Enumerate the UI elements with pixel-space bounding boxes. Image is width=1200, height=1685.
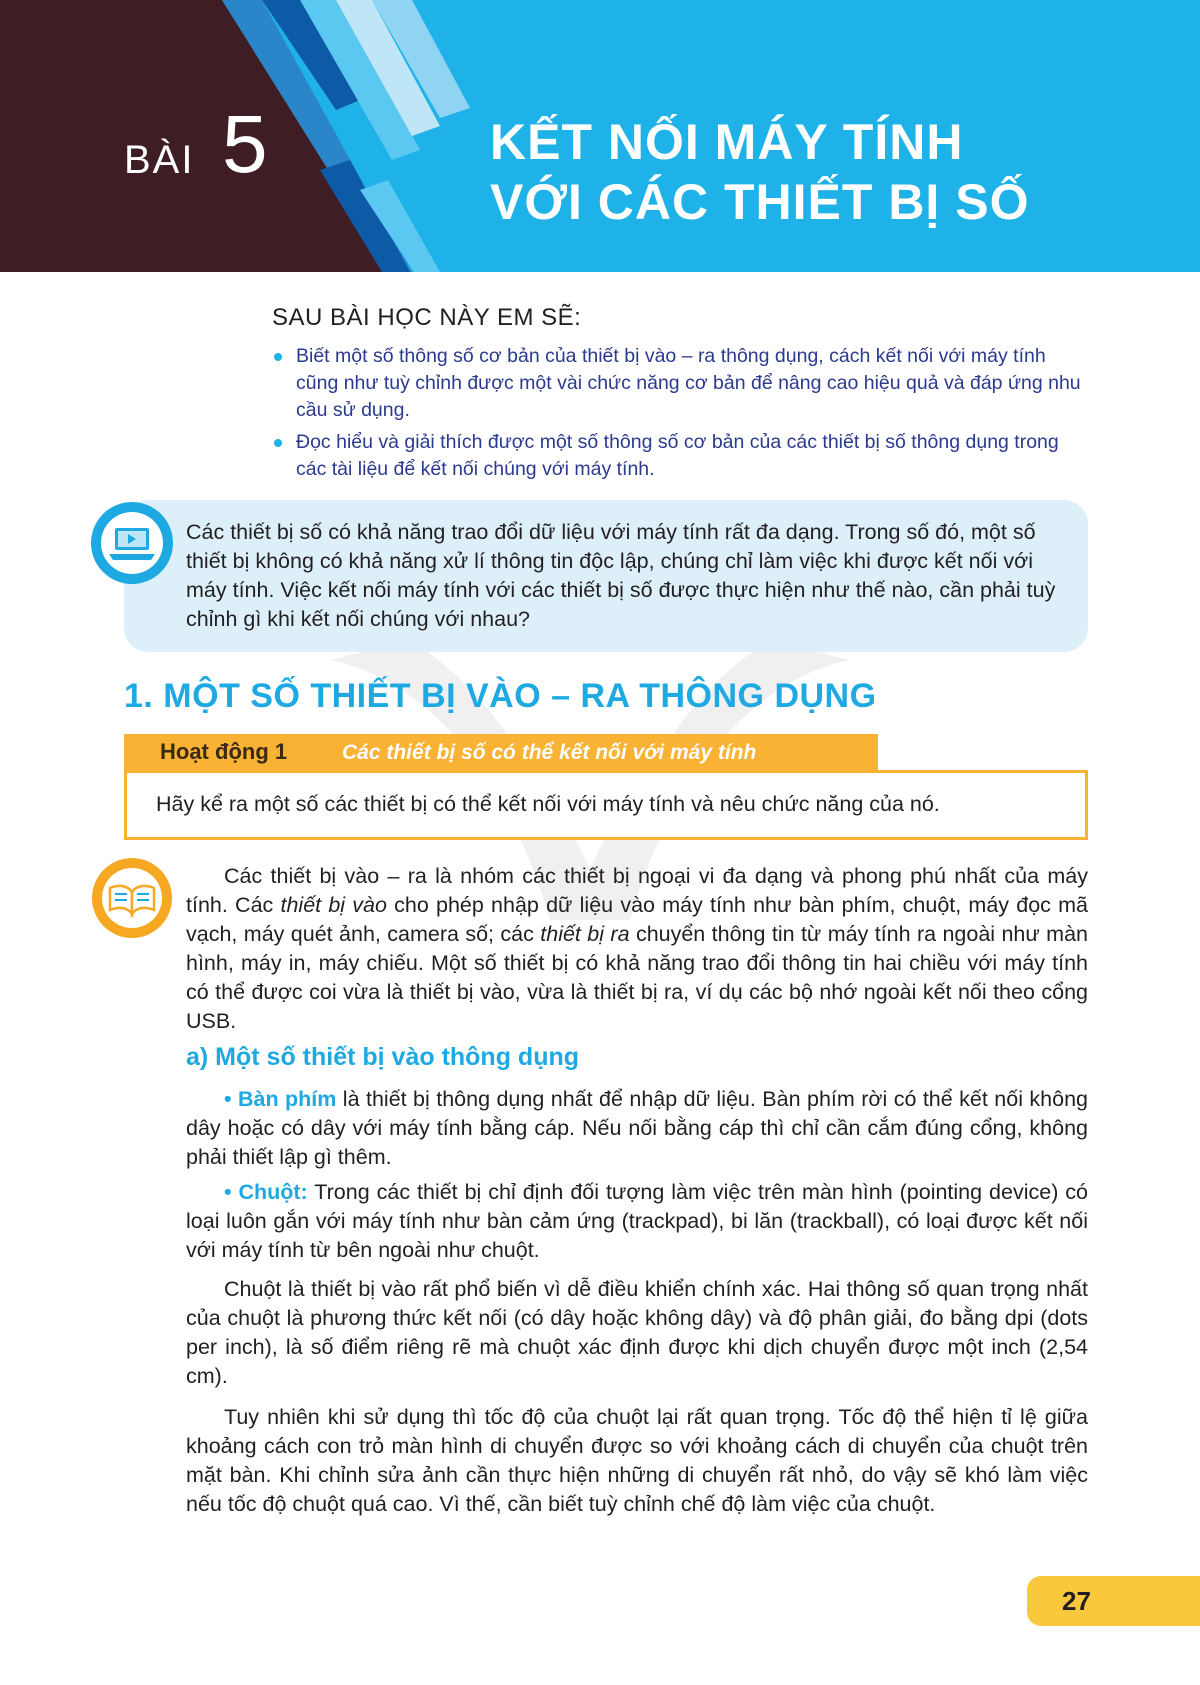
term-input-devices: thiết bị vào <box>280 893 387 917</box>
mouse-speed-paragraph: Tuy nhiên khi sử dụng thì tốc độ của chuột lại rất quan trọng. Tốc độ thể hiện tỉ lệ giữa khoảng cách con trỏ màn hình di chuyển được so với khoảng cách di chuyển của chuột trên mặt bàn. Khi chỉnh sửa ảnh cần thực hiện những di chuyển rất nhỏ, do vậy sẽ khó làm việc nếu tốc độ chuột quá cao. Vì thế, cần biết tuỳ chỉnh chế độ làm việc của chuột. <box>186 1405 1088 1516</box>
page-number-tab <box>1027 1576 1200 1626</box>
open-book-icon <box>92 858 172 938</box>
lesson-label: BÀI <box>124 138 195 182</box>
lesson-title-line2: VỚI CÁC THIẾT BỊ SỐ <box>490 174 1030 230</box>
objectives-heading: SAU BÀI HỌC NÀY EM SẼ: <box>272 304 582 331</box>
keyboard-paragraph: • Bàn phím là thiết bị thông dụng nhất để nhập dữ liệu. Bàn phím rời có thể kết nối không dây hoặc có dây với máy tính bằng cáp. Nếu nối bằng cáp thì chỉ cần cắm đúng cổng, không phải thiết lập gì thêm. <box>186 1087 1088 1169</box>
lesson-title <box>490 112 1029 232</box>
objective-item: Đọc hiểu và giải thích được một số thông số cơ bản của các thiết bị số thông dụng trong các tài liệu để kết nối chúng với máy tính. <box>272 429 1092 483</box>
objectives-list <box>272 343 1092 488</box>
intro-paragraph: Các thiết bị vào – ra là nhóm các thiết bị ngoại vi đa dạng và phong phú nhất của máy tính. Các thiết bị vào cho phép nhập dữ liệu vào máy tính như bàn phím, chuột, máy đọc mã vạch, máy quét ảnh, camera số; các thiết bị ra chuyển thông tin từ máy tính ra ngoài như màn hình, máy in, máy chiếu. Một số thiết bị có khả năng trao đổi thông tin hai chiều với máy tính có thể được coi vừa là thiết bị vào, vừa là thiết bị ra, ví dụ các bộ nhớ ngoài kết nối theo cổng USB. <box>186 864 1088 1033</box>
section-title: 1. MỘT SỐ THIẾT BỊ VÀO – RA THÔNG DỤNG <box>124 677 877 715</box>
activity-subtitle: Các thiết bị số có thể kết nối với máy tính <box>342 741 757 764</box>
laptop-icon <box>91 502 173 584</box>
intro-text: Các thiết bị số có khả năng trao đổi dữ liệu với máy tính rất đa dạng. Trong số đó, một số thiết bị không có khả năng xử lí thông tin độc lập, chúng chỉ làm việc khi được kết nối với máy tính. Việc kết nối máy tính với các thiết bị số được thực hiện như thế nào, cần phải tuỳ chỉnh gì khi kết nối chúng với nhau? <box>186 520 1056 631</box>
lesson-number: 5 <box>222 99 268 190</box>
objective-item: Biết một số thông số cơ bản của thiết bị vào – ra thông dụng, cách kết nối với máy tính cũng như tuỳ chỉnh được một vài chức năng cơ bản để nâng cao hiệu quả và đáp ứng nhu cầu sử dụng. <box>272 343 1092 424</box>
mouse-parameters-paragraph: Chuột là thiết bị vào rất phổ biến vì dễ điều khiển chính xác. Hai thông số quan trọng nhất của chuột là phương thức kết nối (có dây hoặc không dây) và độ phân giải, đo bằng dpi (dots per inch), là số điểm riêng rẽ mà chuột xác định được khi dịch chuyển được một inch (2,54 cm). <box>186 1277 1088 1388</box>
term-output-devices: thiết bị ra <box>540 922 630 946</box>
subsection-heading: a) Một số thiết bị vào thông dụng <box>186 1043 580 1071</box>
page-number: 27 <box>1062 1586 1091 1616</box>
term-mouse: • Chuột: <box>224 1180 308 1204</box>
lesson-title-line1: KẾT NỐI MÁY TÍNH <box>490 114 964 170</box>
chapter-banner <box>0 0 1200 272</box>
term-keyboard: • Bàn phím <box>224 1087 337 1111</box>
activity-label: Hoạt động 1 <box>160 739 288 764</box>
activity-text: Hãy kể ra một số các thiết bị có thể kết nối với máy tính và nêu chức năng của nó. <box>156 792 940 816</box>
mouse-paragraph: • Chuột: Trong các thiết bị chỉ định đối tượng làm việc trên màn hình (pointing device) có loại luôn gắn với máy tính như bàn cảm ứng (trackpad), bi lăn (trackball), có loại được kết nối với máy tính từ bên ngoài như chuột. <box>186 1180 1089 1262</box>
